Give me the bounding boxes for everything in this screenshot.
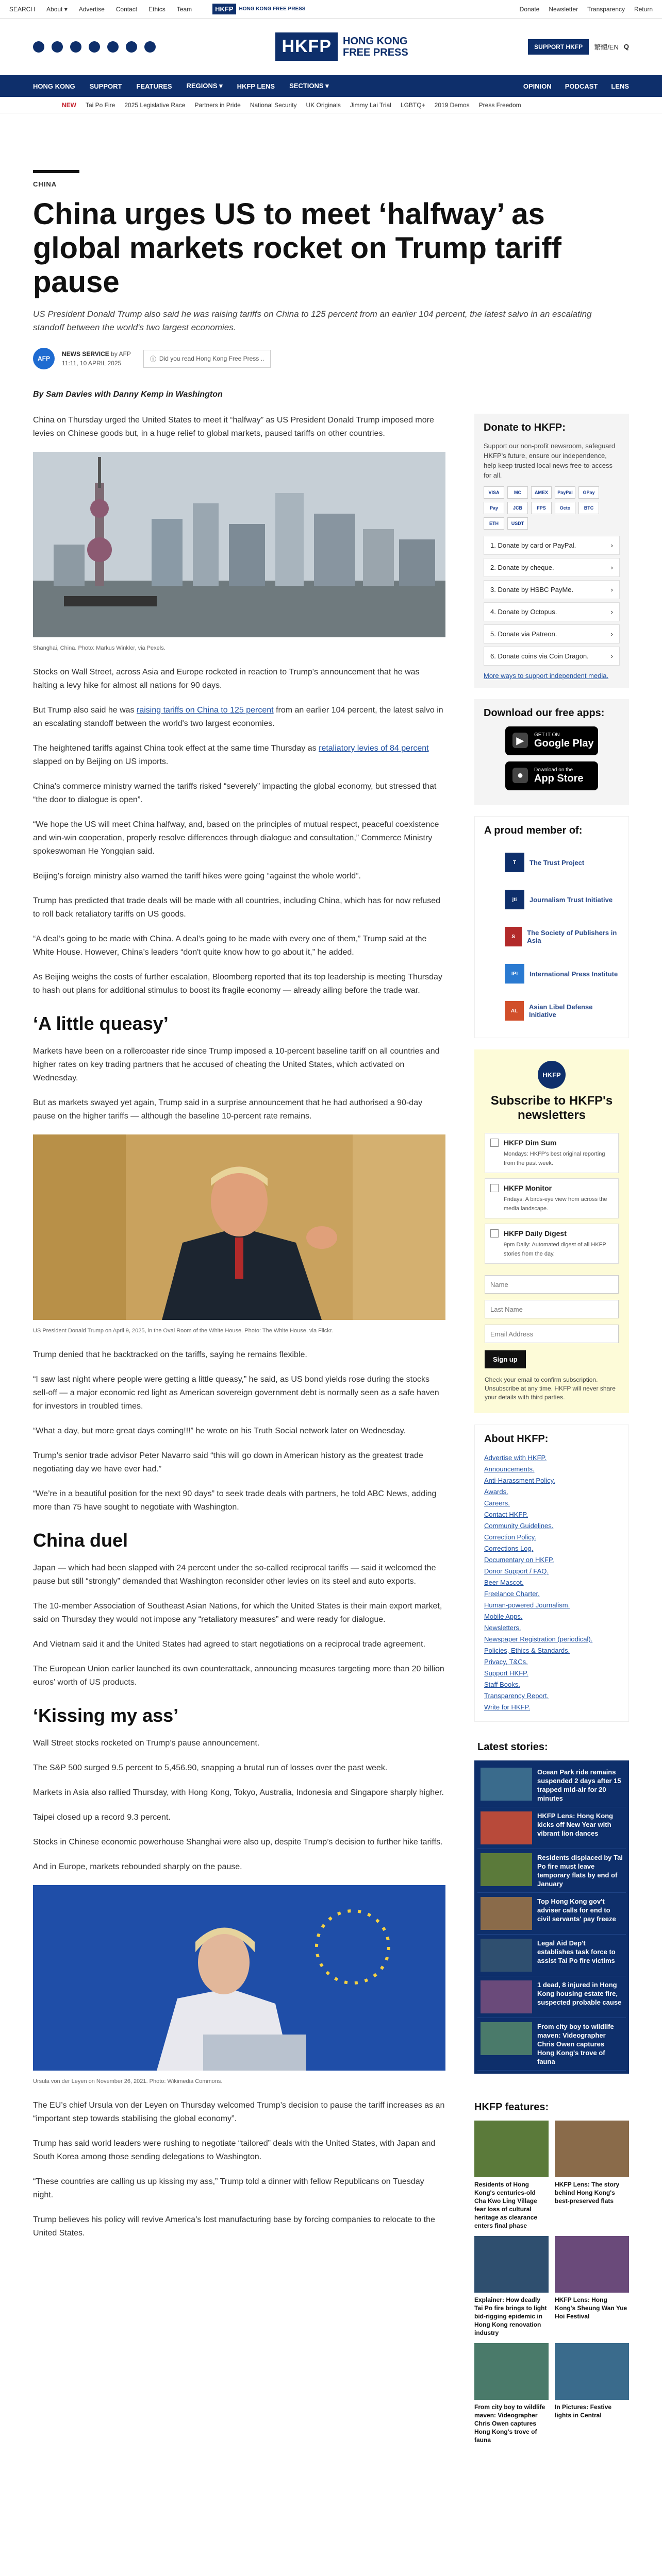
inline-link[interactable]: raising tariffs on China to 125 percent xyxy=(136,706,274,715)
latest-title: Latest stories: xyxy=(477,1741,548,1753)
paragraph: Trump believes his policy will revive America’s lost manufacturing base by forcing companies to relocate to the United States. xyxy=(33,2215,435,2238)
feature-thumbnail xyxy=(474,2121,549,2177)
paragraph: The heightened tariffs against China took effect at the same time Thursday as retaliatory levies of 84 percent slapped on by Beijing on US imports. xyxy=(33,744,429,766)
trending-link[interactable]: Jimmy Lai Trial xyxy=(350,101,391,109)
promo-box[interactable] xyxy=(143,350,271,368)
about-link[interactable]: Write for HKFP. xyxy=(484,1703,531,1711)
about-link[interactable]: Documentary on HKFP. xyxy=(484,1556,554,1564)
nav-podcast[interactable]: PODCAST xyxy=(565,82,598,90)
about-link[interactable]: Careers. xyxy=(484,1499,510,1507)
story-headline: From city boy to wildlife maven: Videographer Chris Owen captures Hong Kong's trove of fauna xyxy=(537,2023,614,2065)
section-heading: China duel xyxy=(33,1530,128,1551)
paragraph: Trump denied that he backtracked on the tariffs, saying he remains flexible. xyxy=(33,1350,307,1359)
feature-thumbnail xyxy=(474,2343,549,2400)
feature-card[interactable] xyxy=(555,2236,629,2337)
trump-photo xyxy=(33,1134,445,1320)
paragraph: China's commerce ministry warned the tariffs risked “severely” impacting the global economy, but stressed that “the door to dialogue is open”. xyxy=(33,782,437,804)
feature-card[interactable] xyxy=(474,2121,549,2230)
members-widget xyxy=(474,816,629,1038)
jti-icon: jti xyxy=(505,890,524,909)
email-input[interactable] xyxy=(485,1325,619,1343)
nav-hkfp-lens[interactable]: HKFP LENS xyxy=(237,82,275,90)
logo-mark: HKFP xyxy=(275,32,338,61)
top-brand[interactable] xyxy=(212,4,305,14)
story-thumbnail xyxy=(481,1939,532,1972)
about-link[interactable]: Staff Books. xyxy=(484,1681,520,1688)
story-headline: Legal Aid Dep't establishes task force to assist Tai Po fire victims xyxy=(537,1939,616,1964)
paragraph: And in Europe, markets rebounded sharply on the pause. xyxy=(33,1862,242,1871)
story-headline: Ocean Park ride remains suspended 2 days after 15 trapped mid-air for 20 minutes xyxy=(537,1768,621,1802)
sopa-icon: S xyxy=(505,927,522,946)
payment-icon: PayPal xyxy=(555,486,575,499)
top-link-donate[interactable]: Donate xyxy=(519,5,540,13)
about-list xyxy=(484,1452,619,1713)
latest-widget xyxy=(474,1733,629,2082)
about-link[interactable]: Advertise with HKFP. xyxy=(484,1454,547,1462)
donate-option[interactable]: 2. Donate by cheque. › xyxy=(484,558,620,577)
paragraph: “We hope the US will meet China halfway, and, based on the principles of mutual respect, peaceful coexistence and win-win cooperation, properly resolve differences through dialogue and consultation,” Commerce Ministry spokeswoman He Yongqian said. xyxy=(33,820,439,856)
feature-card[interactable] xyxy=(555,2121,629,2230)
donate-option[interactable]: 1. Donate by card or PayPal. › xyxy=(484,536,620,555)
apple-icon: ● xyxy=(512,768,528,783)
latest-story[interactable] xyxy=(477,1893,626,1935)
top-logo: HKFP xyxy=(212,4,236,14)
first-name-input[interactable] xyxy=(485,1275,619,1294)
top-link-newsletter[interactable]: Newsletter xyxy=(549,5,578,13)
nav-hong-kong[interactable]: HONG KONG xyxy=(33,82,75,90)
about-link[interactable]: Community Guidelines. xyxy=(484,1522,554,1530)
paragraph: Stocks in Chinese economic powerhouse Shanghai were also up, despite Trump’s decision to further hike tariffs. xyxy=(33,1838,443,1846)
latest-story[interactable] xyxy=(477,1764,626,1807)
main-logo[interactable] xyxy=(275,32,408,61)
donate-option[interactable]: 4. Donate by Octopus. › xyxy=(484,602,620,621)
trending-link[interactable]: UK Originals xyxy=(306,101,341,109)
feature-headline: Explainer: How deadly Tai Po fire brings to light bid-rigging epidemic in Hong Kong renovation industry xyxy=(474,2296,547,2336)
signup-button[interactable]: Sign up xyxy=(485,1350,526,1368)
nav-support[interactable]: SUPPORT xyxy=(89,82,122,90)
story-thumbnail xyxy=(481,1980,532,2013)
newsletter-note: Check your email to confirm subscription. Unsubscribe at any time. HKFP will never share your details with third parties. xyxy=(485,1376,616,1401)
checkbox[interactable] xyxy=(490,1229,499,1238)
top-brand-sub: HONG KONG FREE PRESS xyxy=(239,6,306,12)
trending-link[interactable]: Press Freedom xyxy=(478,101,521,109)
paragraph: China on Thursday urged the United States to meet it “halfway” as US President Donald Trump imposed more levies on Chinese goods but, in a huge relief to global markets, paused tariffs on other countries. xyxy=(33,416,434,438)
about-link[interactable]: Correction Policy. xyxy=(484,1533,536,1541)
members-title: A proud member of: xyxy=(484,825,583,836)
photo-caption: Ursula von der Leyen on November 26, 2021. Photo: Wikimedia Commons. xyxy=(33,2078,223,2084)
story-headline: Residents displaced by Tai Po fire must leave temporary flats by end of January xyxy=(537,1854,623,1888)
article-authors: By Sam Davies with Danny Kemp in Washington xyxy=(33,390,223,399)
von-der-leyen-photo xyxy=(33,1885,445,2071)
newsletter-option[interactable]: HKFP Daily Digest 9pm Daily: Automated digest of all HKFP stories from the day. xyxy=(485,1224,619,1264)
payment-icon: BTC xyxy=(578,502,599,514)
paragraph: The EU’s chief Ursula von der Leyen on Thursday welcomed Trump’s decision to pause the tariff increases as an “important step towards stabilising the global economy”. xyxy=(33,2101,445,2123)
feature-thumbnail xyxy=(555,2343,629,2400)
about-link[interactable]: Announcements. xyxy=(484,1465,535,1473)
features-widget xyxy=(474,2093,629,2452)
latest-story[interactable] xyxy=(477,1976,626,2018)
paragraph: Beijing's foreign ministry also warned the tariff hikes were going “against the whole world”. xyxy=(33,872,361,880)
instagram-icon[interactable] xyxy=(70,41,81,53)
about-title: About HKFP: xyxy=(484,1433,549,1445)
payment-icon: Pay xyxy=(484,502,504,514)
member-logo[interactable]: S The Society of Publishers in Asia xyxy=(484,918,619,955)
paragraph: As Beijing weighs the costs of further escalation, Bloomberg reported that its top leadership is meeting Thursday to hash out plans for additional stimulus to boost its fragile economy — already ailing before the trade war. xyxy=(33,973,442,995)
paragraph: “A deal’s going to be made with China. A deal’s going to be made with every one of them,” Trump said at the White House. However, China’s leaders “don't quite know how to go about it,” he added. xyxy=(33,935,427,957)
trending-link[interactable]: Partners in Pride xyxy=(194,101,241,109)
logo-line2: FREE PRESS xyxy=(343,46,408,58)
publish-date: 11:11, 10 APRIL 2025 xyxy=(62,360,122,367)
apps-title: Download our free apps: xyxy=(484,707,605,719)
byline-agency: NEWS SERVICE xyxy=(62,350,109,358)
payment-icon: JCB xyxy=(507,502,528,514)
latest-story[interactable] xyxy=(477,1807,626,1849)
about-link[interactable]: Corrections Log. xyxy=(484,1545,534,1552)
trending-link[interactable]: 2025 Legislative Race xyxy=(124,101,186,109)
info-icon: ⓘ xyxy=(150,355,156,363)
article-standfirst: US President Donald Trump also said he was raising tariffs on China to 125 percent from an earlier 104 percent, the latest salvo in an escalating standoff between the world's two largest economies. xyxy=(33,309,592,332)
paragraph: “I saw last night where people were getting a little queasy,” he said, as US bond yields rose during the stocks sell-off — a major economic red light as American sovereign government debt is normally seen as a safe haven for investors in troubled times. xyxy=(33,1375,439,1411)
latest-list xyxy=(474,1760,629,2074)
about-link[interactable]: Beer Mascot. xyxy=(484,1579,524,1586)
chevron-right-icon: › xyxy=(610,630,613,638)
photo-caption: US President Donald Trump on April 9, 2025, in the Oval Room of the White House. Photo: The White House, via Flickr. xyxy=(33,1328,333,1334)
member-logo[interactable]: T The Trust Project xyxy=(484,844,619,881)
latest-story[interactable] xyxy=(477,1935,626,1976)
nav-lens[interactable]: LENS xyxy=(611,82,629,90)
newsletter-logo: HKFP xyxy=(538,1061,566,1089)
article-body xyxy=(33,414,445,2464)
feature-headline: From city boy to wildlife maven: Videographer Chris Owen captures Hong Kong's trove of fauna xyxy=(474,2403,545,2444)
ipi-icon: IPI xyxy=(505,964,524,984)
about-link[interactable]: Human-powered Journalism. xyxy=(484,1601,570,1609)
story-headline: Top Hong Kong gov't adviser calls for end to civil servants' pay freeze xyxy=(537,1897,616,1923)
latest-story[interactable] xyxy=(477,1849,626,1893)
youtube-icon[interactable] xyxy=(89,41,100,53)
member-logo[interactable]: jti Journalism Trust Initiative xyxy=(484,881,619,918)
chevron-right-icon: › xyxy=(610,586,613,594)
aldi-icon: AL xyxy=(505,1001,524,1021)
paragraph: But as markets swayed yet again, Trump said in a surprise announcement that he had authorised a 90-day pause on the higher tariffs — although the baseline 10-percent rate remains. xyxy=(33,1098,423,1121)
facebook-icon[interactable] xyxy=(33,41,44,53)
last-name-input[interactable] xyxy=(485,1300,619,1318)
features-grid xyxy=(474,2121,629,2444)
paragraph: The S&P 500 surged 9.5 percent to 5,456.90, snapping a brutal run of losses over the past week. xyxy=(33,1764,388,1772)
payment-icon: FPS xyxy=(531,502,552,514)
feature-card[interactable] xyxy=(474,2343,549,2444)
newsletter-title: Subscribe to HKFP's newsletters xyxy=(490,1094,613,1122)
trending-link[interactable]: LGBTQ+ xyxy=(400,101,425,109)
paragraph: Trump’s senior trade advisor Peter Navarro said “this will go down in American history as the greatest trade negotiating day we have ever had.” xyxy=(33,1451,423,1473)
about-link[interactable]: Mobile Apps. xyxy=(484,1613,523,1620)
story-thumbnail xyxy=(481,2022,532,2055)
inline-link[interactable]: retaliatory levies of 84 percent xyxy=(319,744,429,753)
paragraph: The European Union earlier launched its own counterattack, announcing measures targeting more than 20 billion euros’ worth of US products. xyxy=(33,1665,444,1687)
nav-regions[interactable]: REGIONS ▾ xyxy=(186,82,223,90)
newsletter-widget xyxy=(474,1049,629,1413)
social-icons xyxy=(33,41,156,53)
shanghai-skyline-photo xyxy=(33,452,445,637)
title-rule xyxy=(33,170,79,173)
feature-headline: In Pictures: Festive lights in Central xyxy=(555,2403,612,2419)
trending-link[interactable]: 2019 Demos xyxy=(434,101,470,109)
top-link-contact[interactable]: Contact xyxy=(115,5,138,13)
paragraph: Wall Street stocks rocketed on Trump’s pause announcement. xyxy=(33,1739,260,1748)
top-utility-bar xyxy=(0,0,662,19)
x-twitter-icon[interactable] xyxy=(52,41,63,53)
feature-card[interactable] xyxy=(474,2236,549,2337)
app-store-button[interactable]: ● Download on the App Store xyxy=(505,761,598,790)
feature-headline: Residents of Hong Kong's centuries-old Cha Kwo Ling Village fear loss of cultural heritage as clearance enters final phase xyxy=(474,2181,538,2229)
promo-text: Did you read Hong Kong Free Press .. xyxy=(159,355,264,362)
newsletter-option[interactable]: HKFP Dim Sum Mondays: HKFP's best original reporting from the past week. xyxy=(485,1133,619,1173)
top-link-team[interactable]: Team xyxy=(176,5,192,13)
donate-text: Support our non-profit newsroom, safeguard HKFP's future, ensure our independence, help keep trusted local news free-to-access for all. xyxy=(484,442,616,479)
about-link[interactable]: Donor Support / FAQ. xyxy=(484,1567,549,1575)
trending-link[interactable]: Tai Po Fire xyxy=(86,101,115,109)
features-title: HKFP features: xyxy=(474,2102,549,2113)
payment-icon: MC xyxy=(507,486,528,499)
site-header xyxy=(0,19,662,75)
feature-thumbnail xyxy=(474,2236,549,2293)
paragraph: “What a day, but more great days coming!!!” he wrote on his Truth Social network later on Wednesday. xyxy=(33,1427,406,1435)
newsletter-option[interactable]: HKFP Monitor Fridays: A birds-eye view from across the media landscape. xyxy=(485,1178,619,1218)
telegram-icon[interactable] xyxy=(126,41,137,53)
section-heading: ‘Kissing my ass’ xyxy=(33,1705,179,1726)
feature-thumbnail xyxy=(555,2236,629,2293)
payment-icon: ETH xyxy=(484,517,504,530)
member-logo[interactable]: IPI International Press Institute xyxy=(484,955,619,992)
about-link[interactable]: Policies, Ethics & Standards. xyxy=(484,1647,570,1654)
chevron-right-icon: › xyxy=(610,608,613,616)
feature-headline: HKFP Lens: The story behind Hong Kong's best-preserved flats xyxy=(555,2181,620,2205)
feature-thumbnail xyxy=(555,2121,629,2177)
feature-headline: HKFP Lens: Hong Kong's Sheung Wan Yue Hoi Festival xyxy=(555,2296,627,2320)
member-logo[interactable]: AL Asian Libel Defense Initiative xyxy=(484,992,619,1029)
about-link[interactable]: Newspaper Registration (periodical). xyxy=(484,1635,593,1643)
paragraph: Markets have been on a rollercoaster ride since Trump imposed a 10-percent baseline tariff on all countries and higher rates on key trading partners that he accused of cheating the United States, which activated on Wednesday. xyxy=(33,1047,440,1082)
latest-story[interactable] xyxy=(477,2018,626,2071)
top-link-advertise[interactable]: Advertise xyxy=(78,5,105,13)
nav-features[interactable]: FEATURES xyxy=(136,82,172,90)
top-link-ethics[interactable]: Ethics xyxy=(148,5,166,13)
threads-icon[interactable] xyxy=(107,41,119,53)
apps-widget xyxy=(474,699,629,805)
top-link-transparency[interactable]: Transparency xyxy=(587,5,625,13)
chevron-right-icon: › xyxy=(610,564,613,571)
donate-option[interactable]: 6. Donate coins via Coin Dragon. › xyxy=(484,647,620,666)
paragraph: Taipei closed up a record 9.3 percent. xyxy=(33,1813,171,1822)
byline xyxy=(33,348,629,369)
payment-icon: Octo xyxy=(555,502,575,514)
about-link[interactable]: Support HKFP. xyxy=(484,1669,528,1677)
trending-link[interactable]: National Security xyxy=(250,101,297,109)
donate-option[interactable]: 3. Donate by HSBC PayMe. › xyxy=(484,580,620,599)
donate-title: Donate to HKFP: xyxy=(484,422,566,433)
nav-opinion[interactable]: OPINION xyxy=(523,82,552,90)
search-icon[interactable]: Q xyxy=(623,43,629,50)
about-link[interactable]: Contact HKFP. xyxy=(484,1511,528,1518)
about-link[interactable]: Transparency Report. xyxy=(484,1692,549,1700)
story-thumbnail xyxy=(481,1853,532,1886)
about-link[interactable]: Awards. xyxy=(484,1488,508,1496)
paragraph: “We’re in a beautiful position for the next 90 days” to seek trade deals with partners, he told ABC News, adding more than 75 have sought to negotiate with Washington. xyxy=(33,1489,437,1512)
paragraph: Trump has predicted that trade deals will be made with all countries, including China, which has for now refused to roll back retaliatory tariffs on US goods. xyxy=(33,896,441,919)
paragraph: Trump has said world leaders were rushing to negotiate “tailored” deals with the United States, with Japan and South Korea among those sending delegations to Washington. xyxy=(33,2139,436,2161)
story-thumbnail xyxy=(481,1897,532,1930)
about-widget xyxy=(474,1425,629,1722)
story-thumbnail xyxy=(481,1811,532,1844)
article-category[interactable]: CHINA xyxy=(33,180,57,188)
language-toggle[interactable]: 繁體/EN xyxy=(594,43,619,51)
paragraph: Japan — which had been slapped with 24 percent under the so-called reciprocal tariffs — said it welcomed the pause but still “strongly” demanded that Washington reconsider other levies on its steel and auto exports. xyxy=(33,1564,436,1586)
top-link-about[interactable]: About ▾ xyxy=(46,5,68,13)
google-play-button[interactable]: ▶ GET IT ON Google Play xyxy=(505,726,598,755)
chevron-right-icon: › xyxy=(610,541,613,549)
about-link[interactable]: Anti-Harassment Policy. xyxy=(484,1477,555,1484)
paragraph: “These countries are calling us up kissing my ass,” Trump told a dinner with fellow Republicans on Tuesday night. xyxy=(33,2177,424,2199)
checkbox[interactable] xyxy=(490,1139,499,1147)
story-headline: 1 dead, 8 injured in Hong Kong housing estate fire, suspected probable cause xyxy=(537,1981,622,2006)
top-link-search[interactable]: SEARCH xyxy=(9,5,36,13)
payment-icon: USDT xyxy=(507,517,528,530)
payment-methods xyxy=(484,486,620,530)
donate-widget xyxy=(474,414,629,688)
paragraph: But Trump also said he was raising tariffs on China to 125 percent from an earlier 104 percent, the latest salvo in an escalating standoff between the world's two largest economies. xyxy=(33,706,443,728)
checkbox[interactable] xyxy=(490,1184,499,1192)
payment-icon: GPay xyxy=(578,486,599,499)
top-link-return[interactable]: Return xyxy=(634,5,653,13)
support-hkfp-button[interactable]: SUPPORT HKFP xyxy=(528,39,589,55)
donate-option[interactable]: 5. Donate via Patreon. › xyxy=(484,624,620,643)
paragraph: Stocks on Wall Street, across Asia and Europe rocketed in reaction to Trump's announcement that he was halting a levy hike for almost all nations for 90 days. xyxy=(33,668,420,690)
paragraph: Markets in Asia also rallied Thursday, with Hong Kong, Tokyo, Australia, Indonesia and Singapore sharply higher. xyxy=(33,1788,444,1797)
about-link[interactable]: Freelance Charter. xyxy=(484,1590,540,1598)
chevron-right-icon: › xyxy=(610,652,613,660)
main-nav xyxy=(0,75,662,97)
trending-bar xyxy=(0,97,662,113)
about-link[interactable]: Newsletters. xyxy=(484,1624,521,1632)
nav-sections[interactable]: SECTIONS ▾ xyxy=(289,82,329,90)
author-avatar[interactable]: AFP xyxy=(33,348,55,369)
article-title: China urges US to meet ‘halfway’ as global markets rocket on Trump tariff pause xyxy=(33,197,561,299)
new-badge: NEW xyxy=(62,101,76,109)
sidebar xyxy=(474,414,629,2464)
trust-project-icon: T xyxy=(505,853,524,872)
story-headline: HKFP Lens: Hong Kong kicks off New Year with vibrant lion dances xyxy=(537,1812,614,1837)
paragraph: The 10-member Association of Southeast Asian Nations, for which the United States is their main export market, said on Thursday they would not impose any “retaliatory measures” and were ready for dialogue. xyxy=(33,1602,442,1624)
linkedin-icon[interactable] xyxy=(144,41,156,53)
payment-icon: AMEX xyxy=(531,486,552,499)
feature-card[interactable] xyxy=(555,2343,629,2444)
photo-caption: Shanghai, China. Photo: Markus Winkler, via Pexels. xyxy=(33,645,166,651)
payment-icon: VISA xyxy=(484,486,504,499)
about-link[interactable]: Privacy, T&Cs. xyxy=(484,1658,528,1666)
section-heading: ‘A little queasy’ xyxy=(33,1013,169,1034)
paragraph: And Vietnam said it and the United States had agreed to start negotiations on a reciprocal trade agreement. xyxy=(33,1640,426,1649)
byline-author[interactable]: by AFP xyxy=(111,350,131,358)
logo-line1: HONG KONG xyxy=(343,35,408,47)
play-store-icon: ▶ xyxy=(512,733,528,748)
more-ways-link[interactable]: More ways to support independent media. xyxy=(484,672,609,680)
story-thumbnail xyxy=(481,1768,532,1801)
